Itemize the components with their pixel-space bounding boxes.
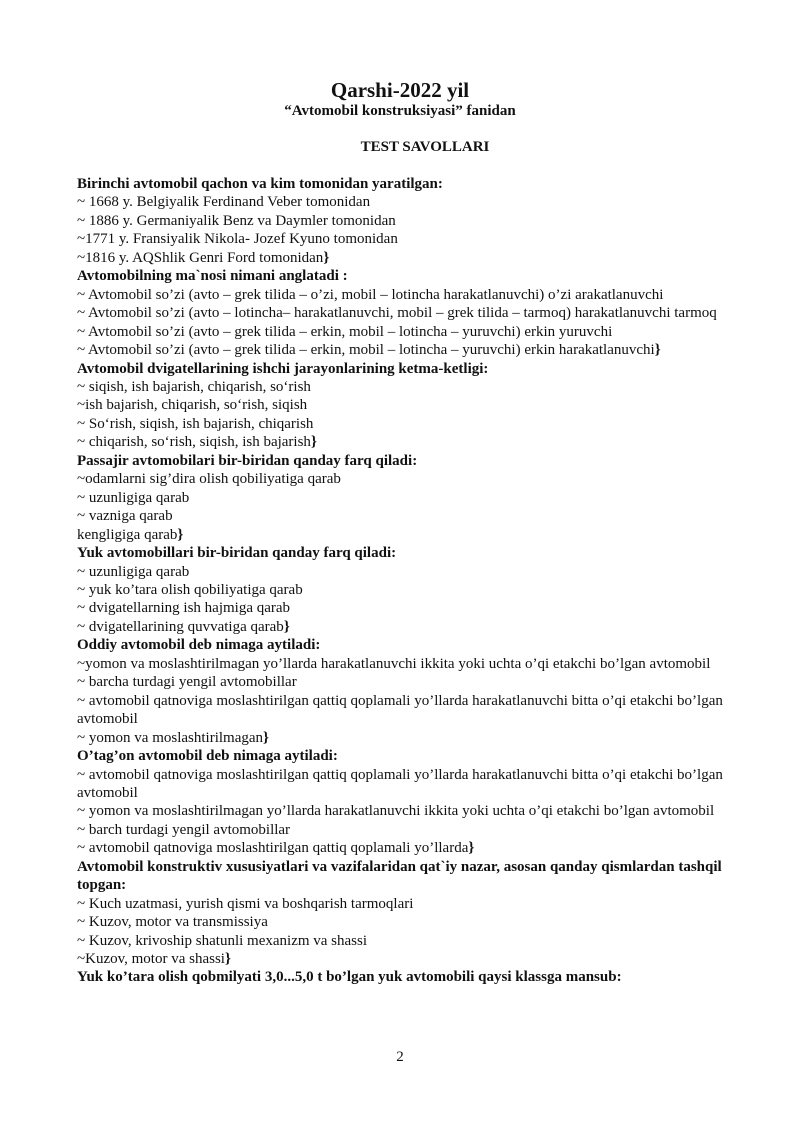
question-block — [77, 360, 732, 452]
question-text: Yuk ko’tara olish qobmilyati 3,0...5,0 t bo’lgan yuk avtomobili qaysi klassga mansub: — [77, 969, 622, 986]
question-text: Avtomobilning ma`nosi nimani anglatadi : — [77, 268, 348, 285]
answer-text: ~ Avtomobil so’zi (avto – grek tilida – erkin, mobil – lotincha – yuruvchi) erkin harakatlanuvchi — [77, 342, 655, 359]
answer-option-last — [77, 341, 732, 359]
answer-option: ~ vazniga qarab — [77, 508, 173, 525]
closing-brace: } — [177, 526, 184, 543]
answer-option: ~ yomon va moslashtirilmagan yo’llarda harakatlanuvchi ikkita yoki uchta o’qi etakchi bo’lgan avtomobil — [77, 803, 715, 820]
answer-option: ~ Avtomobil so’zi (avto – lotincha– harakatlanuvchi, mobil – grek tilida – tarmoq) harakatlanuvchi tarmoq — [77, 305, 717, 322]
answer-option: ~ 1668 y. Belgiyalik Ferdinand Veber tomonidan — [77, 194, 371, 211]
closing-brace: } — [310, 434, 317, 451]
answer-option-last — [77, 433, 732, 451]
answer-text: ~ chiqarish, so‘rish, siqish, ish bajarish — [77, 434, 311, 451]
answer-option: ~ dvigatellarning ish hajmiga qarab — [77, 600, 291, 617]
answer-option-last — [77, 618, 732, 636]
answer-option: ~yomon va moslashtirilmagan yo’llarda harakatlanuvchi ikkita yoki uchta o’qi etakchi bo’lgan avtomobil — [77, 655, 711, 672]
closing-brace: } — [468, 840, 475, 857]
answer-text: ~ yomon va moslashtirilmagan — [77, 729, 264, 746]
question-block — [77, 175, 732, 267]
answer-option: ~ barch turdagi yengil avtomobillar — [77, 821, 291, 838]
answer-option: ~ 1886 y. Germaniyalik Benz va Daymler tomonidan — [77, 212, 396, 229]
question-block — [77, 452, 732, 544]
question-text: Oddiy avtomobil deb nimaga aytiladi: — [77, 637, 321, 654]
question-text: Birinchi avtomobil qachon va kim tomonidan yaratilgan: — [77, 176, 443, 192]
answer-text: ~ dvigatellarining quvvatiga qarab — [77, 618, 284, 635]
question-text: Avtomobil dvigatellarining ishchi jarayonlarining ketma-ketligi: — [77, 360, 489, 377]
closing-brace: } — [224, 951, 231, 968]
answer-option: ~ uzunligiga qarab — [77, 489, 190, 506]
question-text: Avtomobil konstruktiv xususiyatlari va vazifalaridan qat`iy nazar, asosan qanday qismlardan tashqil topgan: — [77, 858, 722, 894]
document-subtitle: “Avtomobil konstruksiyasi” fanidan — [284, 103, 516, 119]
answer-option: ~ Avtomobil so’zi (avto – grek tilida – o’zi, mobil – lotincha harakatlanuvchi) o’zi arakatlanuvchi — [77, 286, 664, 303]
closing-brace: } — [323, 249, 330, 266]
answer-text: ~1816 y. AQShlik Genri Ford tomonidan — [77, 249, 324, 266]
answer-text: ~ avtomobil qatnoviga moslashtirilgan qattiq qoplamali yo’llarda — [77, 840, 469, 857]
question-block — [77, 858, 732, 969]
answer-option: ~ avtomobil qatnoviga moslashtirilgan qattiq qoplamali yo’llarda harakatlanuvchi bitta o’qi etakchi bo’lgan avtomobil — [77, 692, 723, 728]
answer-option: ~ Kuzov, motor va transmissiya — [77, 914, 268, 931]
closing-brace: } — [263, 729, 269, 746]
answer-option: ~ barcha turdagi yengil avtomobillar — [77, 674, 297, 691]
answer-text: kengligiga qarab — [77, 526, 178, 543]
question-text: Passajir avtomobilari bir-biridan qanday farq qiladi: — [77, 452, 418, 469]
section-heading: TEST SAVOLLARI — [360, 139, 490, 155]
answer-option: ~1771 y. Fransiyalik Nikola- Jozef Kyuno tomonidan — [77, 231, 398, 248]
answer-option: ~ Kuzov, krivoship shatunli mexanizm va shassi — [77, 932, 368, 949]
answer-option-last — [77, 839, 732, 857]
answer-option: ~ Kuch uzatmasi, yurish qismi va boshqarish tarmoqlari — [77, 895, 414, 912]
question-text: Yuk avtomobillari bir-biridan qanday farq qiladi: — [77, 545, 397, 562]
answer-option-last — [77, 526, 732, 544]
closing-brace: } — [654, 342, 661, 359]
answer-option: ~ uzunligiga qarab — [77, 563, 190, 580]
question-list — [77, 175, 732, 987]
answer-option: ~ Avtomobil so’zi (avto – grek tilida – erkin, mobil – lotincha – yuruvchi) erkin yuruvchi — [77, 323, 613, 340]
page-number: 2 — [396, 1049, 404, 1065]
question-text: O’tag’on avtomobil deb nimaga aytiladi: — [77, 748, 338, 765]
answer-option: ~ish bajarish, chiqarish, so‘rish, siqish — [77, 397, 308, 414]
closing-brace: } — [283, 618, 290, 635]
document-title: Qarshi-2022 yil — [330, 78, 470, 102]
answer-option: ~ So‘rish, siqish, ish bajarish, chiqarish — [77, 415, 314, 432]
answer-option: ~odamlarni sig’dira olish qobiliyatiga qarab — [77, 471, 341, 488]
answer-option: ~ yuk ko’tara olish qobiliyatiga qarab — [77, 581, 303, 598]
answer-text: ~Kuzov, motor va shassi — [77, 951, 225, 968]
answer-option-last — [77, 249, 732, 267]
question-block — [77, 747, 732, 858]
answer-option: ~ avtomobil qatnoviga moslashtirilgan qattiq qoplamali yo’llarda harakatlanuvchi bitta o’qi etakchi bo’lgan avtomobil — [77, 766, 723, 801]
question-block — [77, 267, 732, 359]
question-block — [77, 968, 732, 986]
answer-option-last — [77, 729, 732, 747]
answer-option-last — [77, 950, 732, 968]
question-block — [77, 544, 732, 636]
answer-option: ~ siqish, ish bajarish, chiqarish, so‘rish — [77, 378, 311, 395]
question-block — [77, 636, 732, 747]
